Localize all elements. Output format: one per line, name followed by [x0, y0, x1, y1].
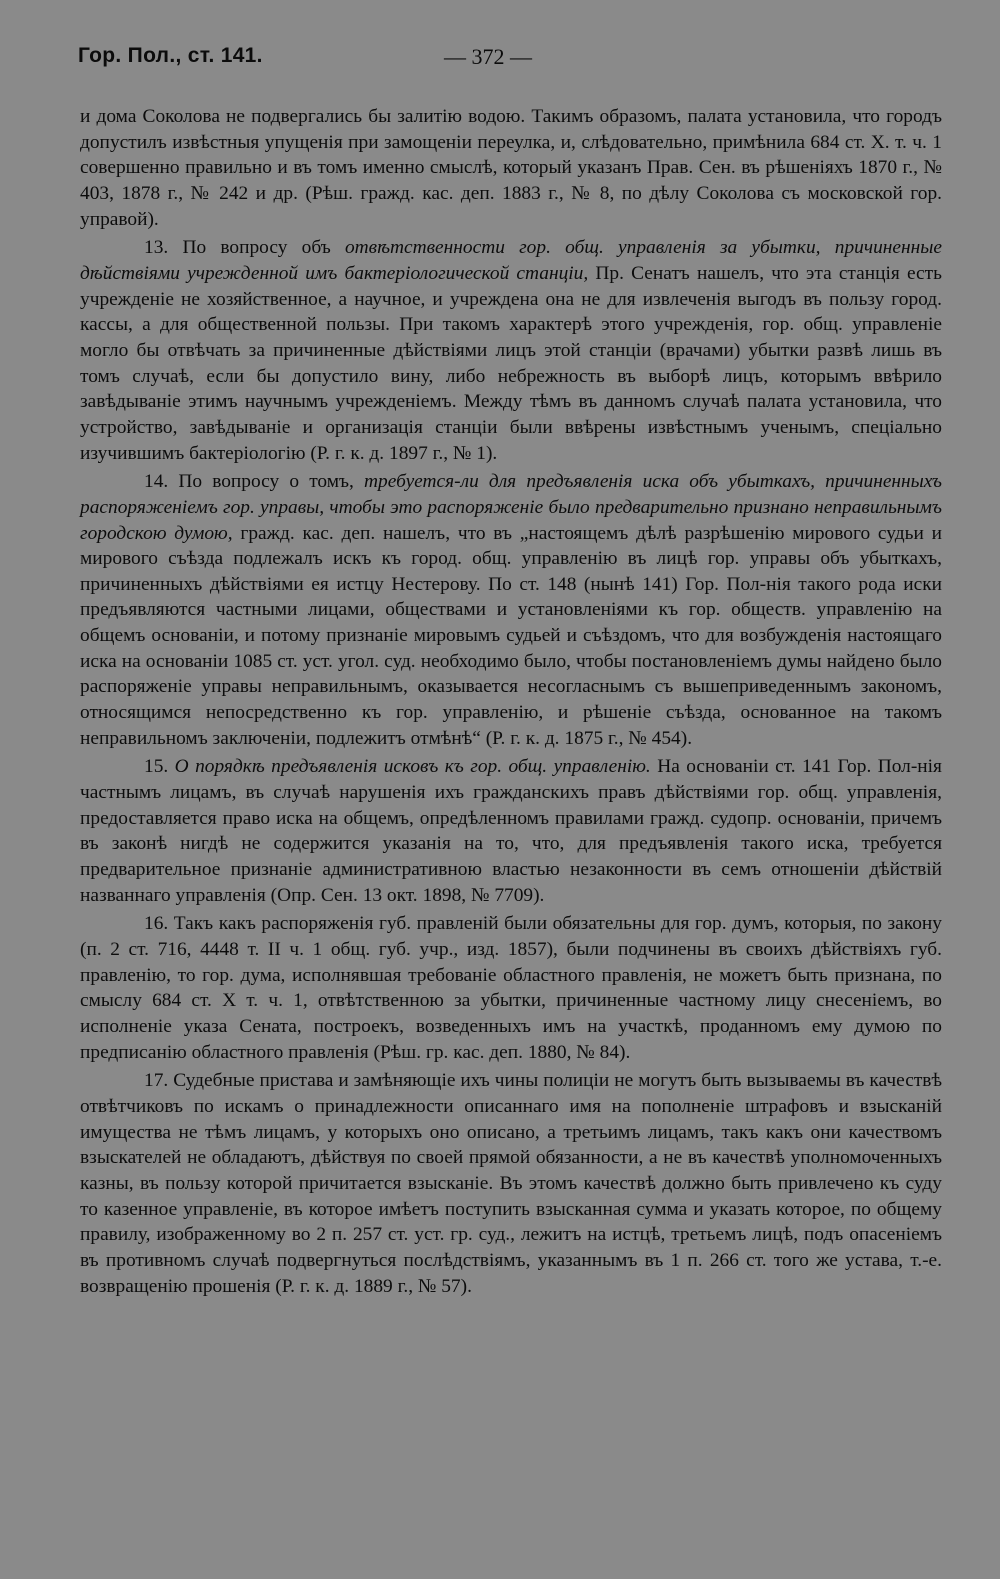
paragraph-text: и дома Соколова не подвергались бы залитію водою. Такимъ образомъ, палата установила, что городъ допустилъ извѣстныя упущенія при замощеніи переулка, и, слѣдовательно, примѣнила 684 ст. X. т. ч. 1 совершенно правильно и въ томъ именно смыслѣ, который указанъ Прав. Сен. въ рѣшеніяхъ 1870 г., № 403, 1878 г., № 242 и др. (Рѣш. гражд. кас. деп. 1883 г., № 8, по дѣлу Соколова съ московской гор. управой). — [80, 106, 942, 230]
paragraph-text: гражд. кас. деп. нашелъ, что въ „настоящемъ дѣлѣ разрѣшенію мирового судьи и мирового съѣзда подлежалъ искъ къ город. общ. управленію въ лицѣ гор. управы объ убыткахъ, причиненныхъ дѣйствіями ея истцу Нестерову. По ст. 148 (нынѣ 141) Гор. Пол-нія такого рода иски предъявляются частными лицами, обществами и установленіями къ гор. обществ. управленію на общемъ основаніи, и потому признаніе мировымъ судьей и съѣздомъ, что для возбужденія настоящаго иска на основаніи 1085 ст. уст. угол. суд. необходимо было, чтобы постановленіемъ думы найдено было распоряженіе управы неправильнымъ, оказывается несогласнымъ съ вышеприведеннымъ закономъ, относящимся непосредственно къ гор. управленію, и рѣшеніе съѣзда, основанное на такомъ неправильномъ заключеніи, подлежитъ отмѣнѣ“ (Р. г. к. д. 1875 г., № 454). — [80, 522, 943, 749]
paragraph-text: 16. Такъ какъ распоряженія губ. правленій были обязательны для гор. думъ, которыя, по закону (п. 2 ст. 716, 4448 т. II ч. 1 общ. губ. учр., изд. 1857), были подчинены въ своихъ дѣйствіяхъ губ. правленію, то гор. дума, исполнявшая требованіе областного правленія, не можетъ быть признана, по смыслу 684 ст. X т. ч. 1, отвѣтственною за убытки, причиненные частному лицу снесеніемъ, во исполненіе указа Сената, построекъ, возведенныхъ имъ на участкѣ, проданномъ ему думою по предписанію областного правленія (Рѣш. гр. кас. деп. 1880, № 84). — [80, 913, 942, 1063]
paragraph-15 — [80, 754, 942, 908]
paragraph-lead: 13. По вопросу объ — [144, 237, 331, 259]
paragraph-17 — [80, 1068, 942, 1299]
page-header — [78, 44, 942, 74]
page-number: — 372 — — [444, 44, 532, 69]
paragraph-lead: 14. По вопросу о томъ, — [144, 471, 354, 493]
paragraph-italic-topic: требуется-ли для предъявленія иска объ убыткахъ, причиненныхъ распоряженіемъ гор. управы, чтобы это распоряженіе было предварительно признано неправильнымъ городскою думою, — [80, 471, 942, 544]
body-text — [80, 104, 942, 1302]
paragraph-text: На основаніи ст. 141 Гор. Пол-нія частнымъ лицамъ, въ случаѣ нарушенія ихъ гражданскихъ правъ дѣйствіями гор. общ. управленія, предоставляется право иска на общемъ, опредѣленномъ правилами гражд. судопр. основаніи, причемъ въ законѣ нигдѣ не содержится указанія на то, что, для предъявленія такого иска, требуется предварительное признаніе административною властью незаконности въ семъ отношеніи дѣйствій названнаго управленія (Опр. Сен. 13 окт. 1898, № 7709). — [80, 756, 942, 906]
paragraph-text: 17. Судебные пристава и замѣняющіе ихъ чины полиціи не могутъ быть вызываемы въ качествѣ отвѣтчиковъ по искамъ о принадлежности описаннаго имя на пополненіе штрафовъ и взысканій имущества не тѣмъ лицамъ, у которыхъ оно описано, а третьимъ лицамъ, такъ какъ они качествомъ взыскателей не обладаютъ, дѣйствуя по своей прямой обязанности, а не въ качествѣ уполномоченныхъ казны, въ пользу которой причитается взысканіе. Въ этомъ качествѣ должно быть привлечено къ суду то казенное управленіе, въ которое имѣетъ поступить взысканная сумма и указать которое, по общему правилу, изображенному во 2 п. 257 ст. уст. гр. суд., лежитъ на истцѣ, третьемъ лицѣ, подъ опасеніемъ въ противномъ случаѣ подвергнуться послѣдствіямъ, указаннымъ въ 1 п. 266 ст. того же устава, т.-е. возвращенію прошенія (Р. г. к. д. 1889 г., № 57). — [80, 1070, 942, 1297]
paragraph-13 — [80, 235, 942, 466]
paragraph-italic-topic: О порядкѣ предъявленія исковъ къ гор. общ. управленію. — [174, 756, 651, 778]
paragraph-16 — [80, 911, 942, 1065]
paragraph-italic-topic: отвѣтственности гор. общ. управленія за убытки, причиненные дѣйствіями учрежденной имъ бактеріологической станціи, — [80, 237, 942, 284]
paragraph-lead: 15. — [144, 756, 169, 778]
running-head: Гор. Пол., ст. 141. — [78, 44, 263, 67]
paragraph-text: Пр. Сенатъ нашелъ, что эта станція есть учрежденіе не хозяйственное, а научное, и учреждена она не для извлеченія выгодъ въ пользу город. кассы, а для общественной пользы. При такомъ характерѣ этого учрежденія, гор. общ. управленіе могло бы отвѣчать за причиненные дѣйствіями лицъ этой станціи (врачами) убытки развѣ лишь въ томъ случаѣ, если бы допустило вину, либо небрежность въ выборѣ лицъ, которымъ ввѣрило завѣдываніе этимъ научнымъ учрежденіемъ. Между тѣмъ въ данномъ случаѣ палата установила, что устройство, завѣдываніе и организація станціи были ввѣрены извѣстнымъ ученымъ, спеціально изучившимъ бактеріологію (Р. г. к. д. 1897 г., № 1). — [80, 262, 942, 464]
paragraph-14 — [80, 469, 942, 751]
paragraph-continuation — [80, 104, 942, 232]
